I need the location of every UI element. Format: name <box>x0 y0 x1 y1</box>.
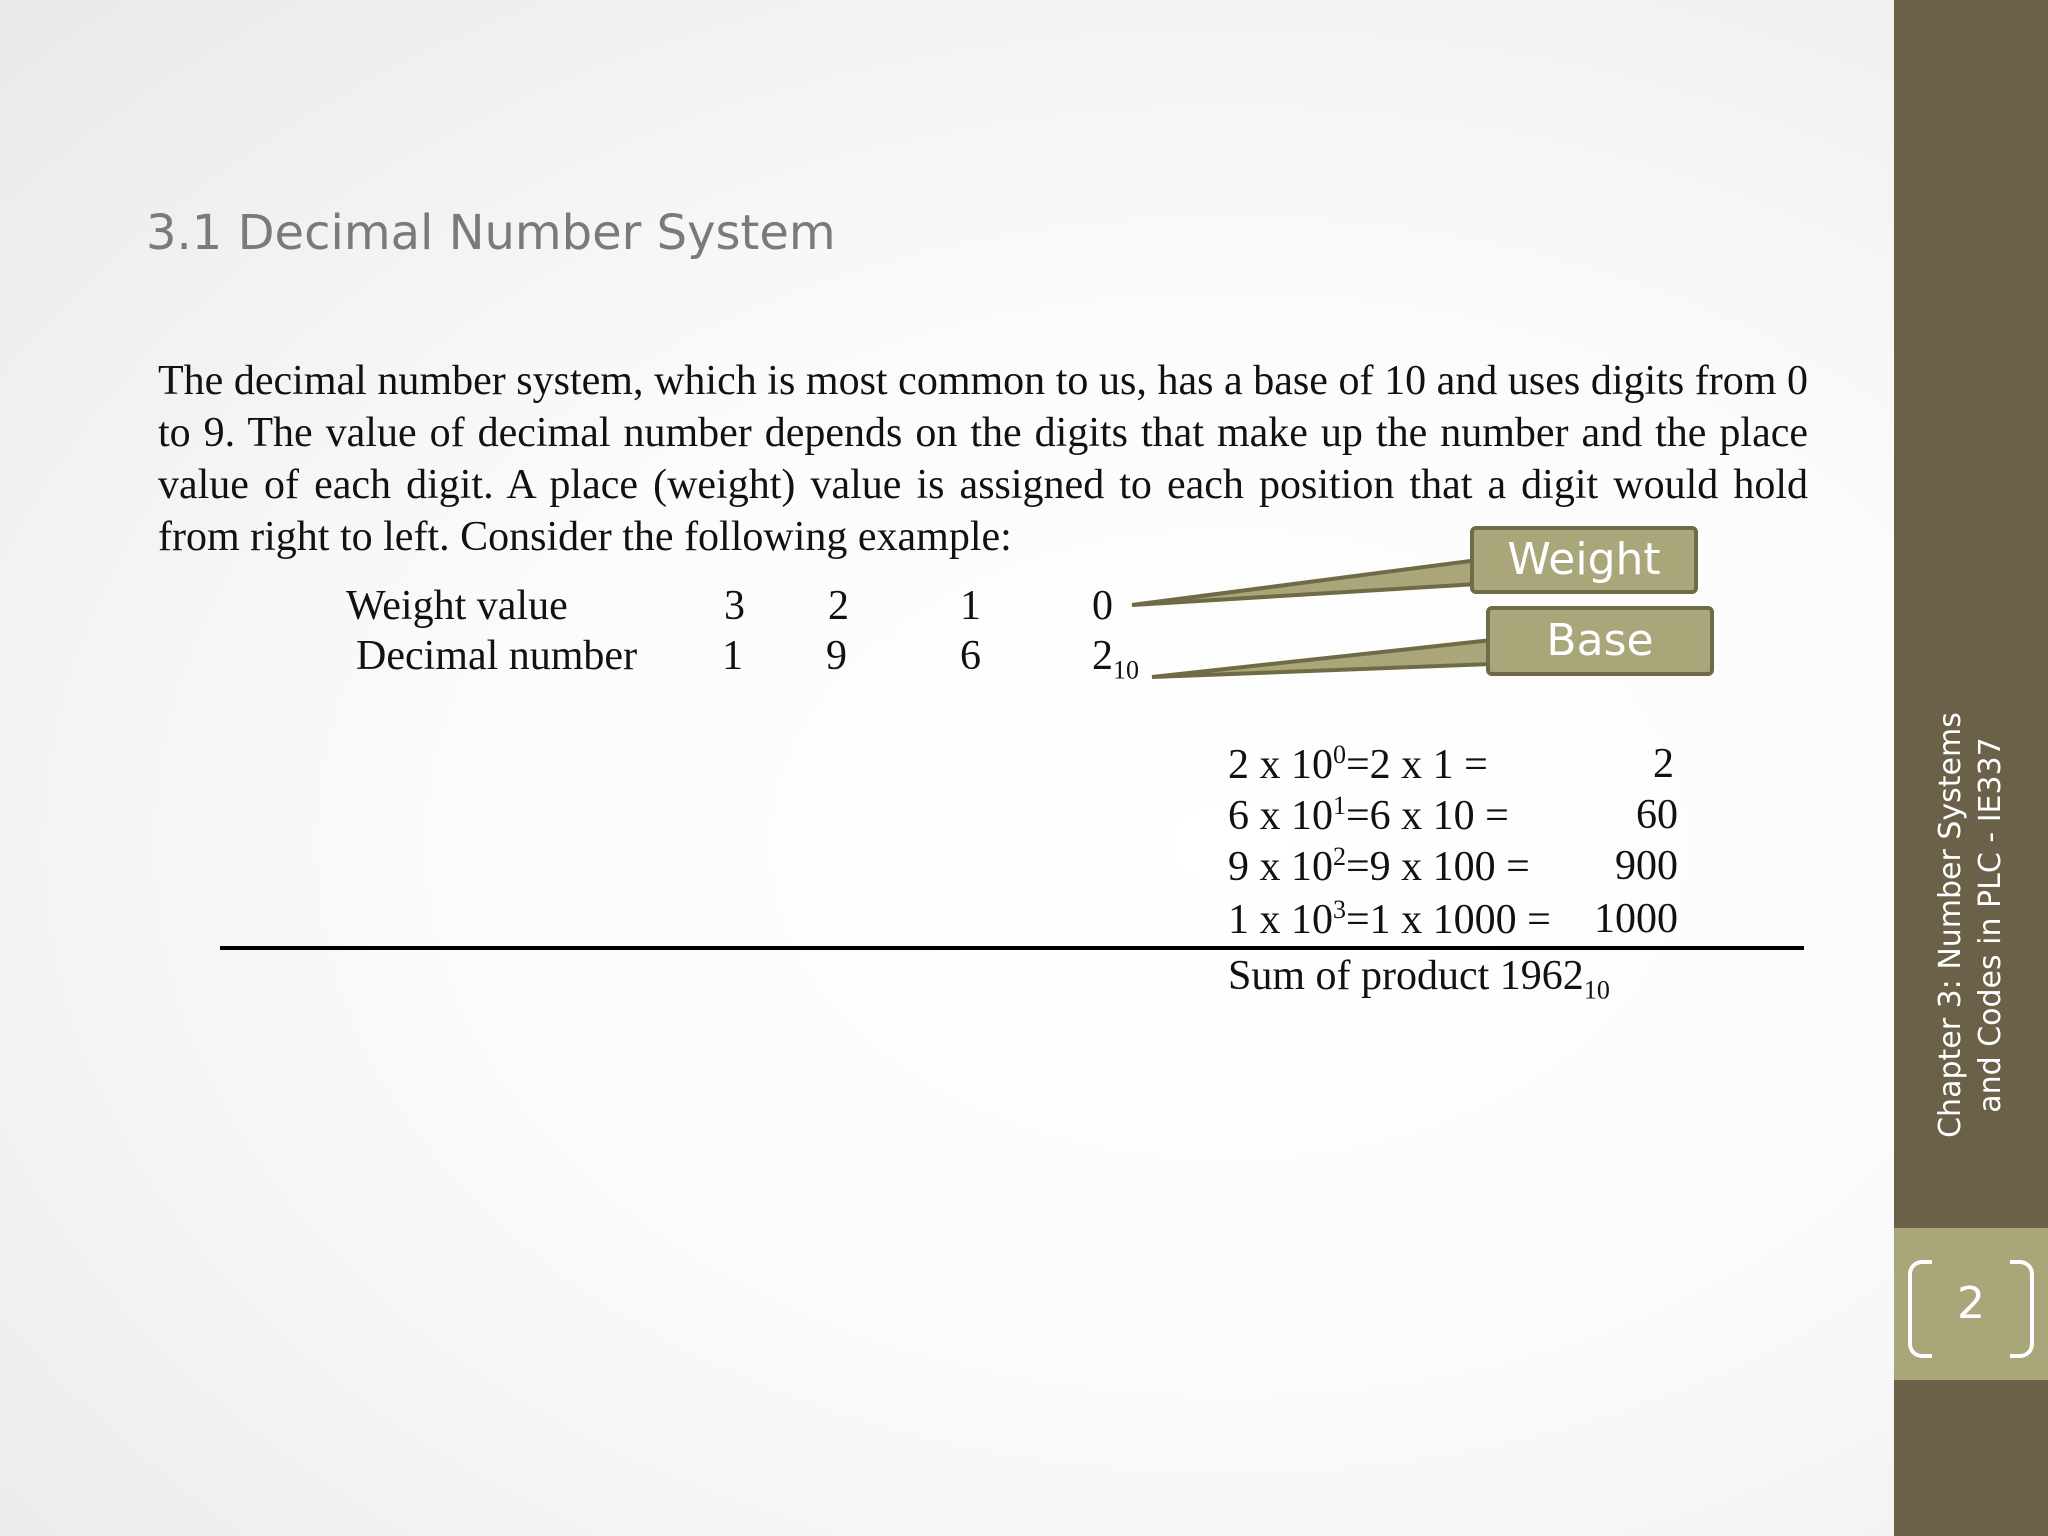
calc-power: 2 <box>1333 842 1346 871</box>
base-callout: Base <box>1486 606 1714 676</box>
calc-value: 2 <box>1653 741 1674 787</box>
calc-power: 3 <box>1333 895 1346 924</box>
calc-digit: 9 <box>1228 844 1249 890</box>
weight-row-label: Weight value <box>346 583 568 629</box>
digit-1: 1 <box>722 633 743 679</box>
body-paragraph: The decimal number system, which is most common to us, has a base of 10 and uses digits from 0 to 9. The value of decimal number depends on the digits that make up the number and the place value of each digit. A place (weight) value is assigned to each position that a digit would hold from right to left. Consider the following example: <box>158 358 1808 560</box>
calc-expansion: =6 x 10 = <box>1346 793 1509 839</box>
calc-value: 60 <box>1636 792 1678 838</box>
calc-line: 9 x $10^2=9$ x 100 = 900 <box>1228 842 1678 890</box>
calc-expansion: =2 x 1 = <box>1346 742 1488 788</box>
weight-callout-pointer <box>1132 560 1478 605</box>
calc-expansion: =9 x 100 = <box>1346 844 1530 890</box>
sum-subscript: 10 <box>1583 975 1610 1005</box>
weight-2: 2 <box>828 583 849 629</box>
calc-value: 1000 <box>1594 896 1678 942</box>
calc-value: 900 <box>1615 843 1678 889</box>
weight-callout: Weight <box>1470 526 1698 594</box>
calc-power: 0 <box>1333 740 1346 769</box>
calc-line: 2 x $10^0=2$ x 1 = 2 <box>1228 740 1674 788</box>
page-number: 2 <box>1957 1278 1985 1329</box>
sum-of-product: Sum of product $1962_{10}$ <box>1228 953 1610 1005</box>
calc-power: 1 <box>1333 791 1346 820</box>
weight-3: 3 <box>724 583 745 629</box>
calc-digit: 1 <box>1228 897 1249 943</box>
digit-2: $2_{10}$ <box>1092 633 1139 685</box>
calc-line: 6 x $10^1=6$ x 10 = 60 <box>1228 791 1678 839</box>
digit-9: 9 <box>826 633 847 679</box>
calc-expansion: =1 x 1000 = <box>1346 897 1551 943</box>
calc-digit: 6 <box>1228 793 1249 839</box>
slide-title: 3.1 Decimal Number System <box>146 205 836 261</box>
sum-divider <box>220 946 1804 950</box>
calc-digit: 2 <box>1228 742 1249 788</box>
digit-6: 6 <box>960 633 981 679</box>
calc-line: 1 x $10^3=1$ x 1000 = 1000 <box>1228 895 1678 943</box>
base-subscript: 10 <box>1113 655 1139 685</box>
decimal-row-label: Decimal number <box>356 633 638 679</box>
weight-0: 0 <box>1092 583 1113 629</box>
weight-1: 1 <box>960 583 981 629</box>
page-number-box <box>1894 1228 2048 1380</box>
base-callout-pointer <box>1152 640 1492 677</box>
chapter-label: Chapter 3: Number Systems and Codes in PLC - IE337 <box>1933 712 2008 1138</box>
